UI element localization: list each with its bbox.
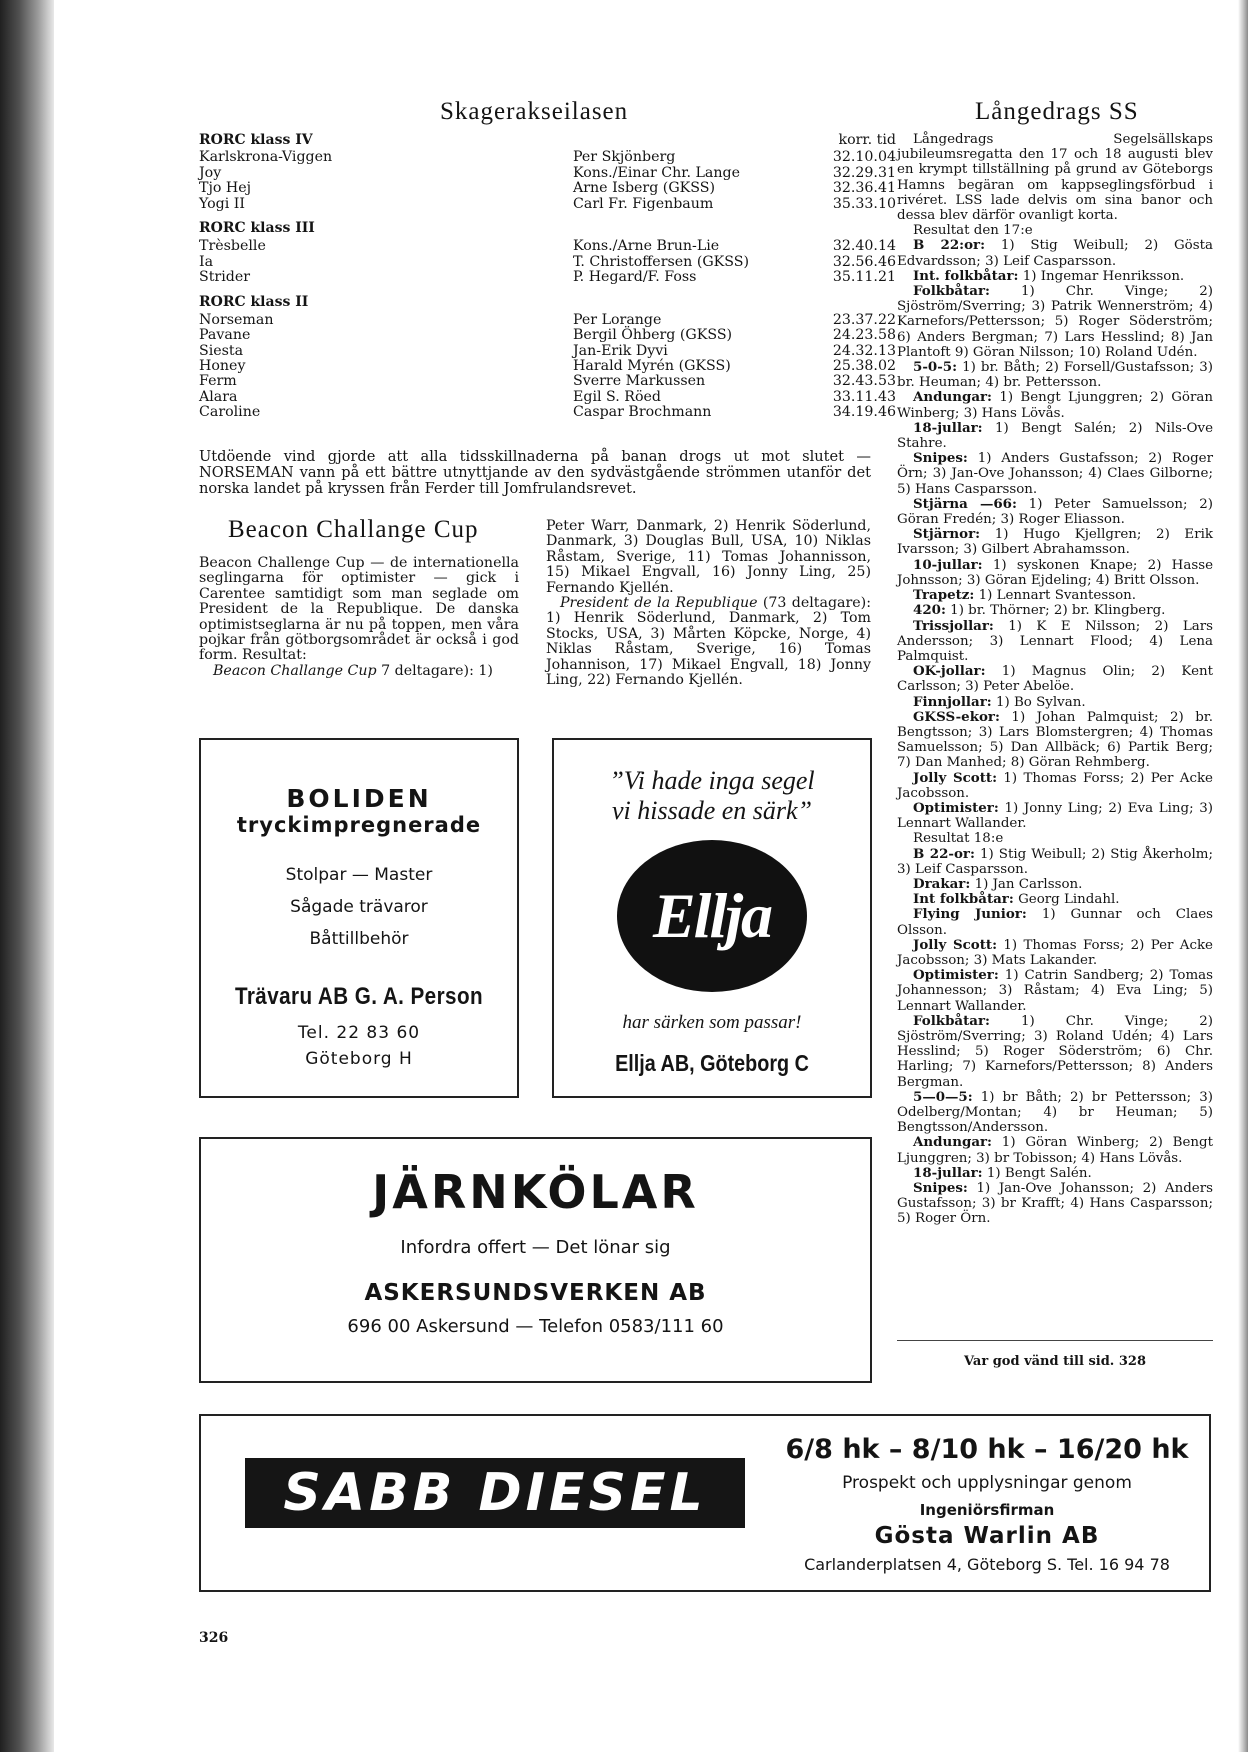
result-entry [897,421,1213,451]
corrected-time: 32.56.46 [832,253,896,270]
boliden-title: BOLIDEN [286,784,432,813]
result-entry [897,558,1213,588]
boat-name: Siesta [199,342,244,359]
result-text: 1) Chr. Vinge; 2) Sjöström/Sverring; 3) Patrik Wennerström; 4) Karnefors/Pettersson; 5) Roger Söderström; 6) Anders Bergman; 7) Lars Hesslind; 8) Jan Plantoft 9) Göran Nilsson; 10) Roland Udén. [897,284,1213,360]
boat-class-label: Optimister: [913,967,999,984]
boat-class-label: GKSS-ekor: [913,708,1000,725]
result-entry [897,269,1213,284]
beacon-result-label: Beacon Challange Cup [213,662,377,679]
result-entry [897,877,1213,892]
langedrag-intro: Långedrags Segelsällskaps jubileumsregatta den 17 och 18 augusti blev en krympt tillställning på grund av Göteborgs Hamns begäran om kappseglingsförbud i rivéret. LSS lade delvis om sina banor och dessa blev därför ovanligt korta. [897,132,1213,224]
result-entry [897,284,1213,360]
result-text: 1) Johan Palmquist; 2) br. Bengtsson; 3) Lars Blomstergren; 4) Thomas Samuelsson; 5) Dan Allbäck; 6) Partik Berg; 7) Dan Manhed; 8) Göran Rehmberg. [897,709,1213,771]
result-text: Georg Lindahl. [1018,892,1120,908]
result-entry [897,892,1213,907]
result-entry [897,497,1213,527]
boat-name: Tjo Hej [199,180,252,197]
page-number: 326 [199,1630,229,1646]
result-text: 1) Lennart Svantesson. [978,588,1137,604]
book-binding-shadow [0,0,54,1752]
result-text: 1) Ingemar Henriksson. [1022,268,1185,284]
table-row [199,359,899,374]
corrected-time: 35.11.21 [832,269,896,286]
table-row [199,344,899,359]
corrected-time: 24.23.58 [832,327,896,344]
result-text: 1) Bo Sylvan. [995,694,1086,710]
boat-class-label: Folkbåtar: [913,283,990,300]
result-entry [897,1166,1213,1181]
boat-name: Joy [199,164,222,181]
result-text: 1) Thomas Forss; 2) Per Acke Jacobsson; 3) Mats Lakander. [897,937,1213,968]
result-text: 1) Bengt Salén. [986,1165,1092,1181]
president-results: (73 deltagare): 1) Henrik Söderlund, Danmark, 2) Tom Stocks, USA, 3) Mårten Köpcke, Norge, 4) Niklas Råstam, Sverige, 16) Tomas Johannison, 17) Mikael Engvall, 18) Jonny Ling, 22) Fernando Kjellén. [546,595,871,689]
corrected-time: 24.32.13 [832,342,896,359]
result-entry [897,664,1213,694]
result-text: 1) Anders Gustafsson; 2) Roger Örn; 3) Jan-Ove Johansson; 4) Claes Gilborne; 5) Hans Casparsson. [897,451,1213,497]
boat-name: Pavane [199,327,251,344]
result-entry [897,938,1213,968]
boat-class-label: 10-jullar: [913,556,983,573]
corrected-time: 32.29.31 [832,164,896,181]
skipper-name: Sverre Markussen [573,373,706,390]
result-entry [897,619,1213,665]
result-entry [897,1135,1213,1165]
column-header-corrected-time: korr. tid [838,132,896,148]
result-text: 1) Jan-Ove Johansson; 2) Anders Gustafsson; 3) br Krafft; 4) Hans Casparsson; 5) Roger Örn. [897,1181,1213,1227]
table-row [199,374,899,389]
table-row [199,197,899,212]
result-text: 1) br. Thörner; 2) br. Klingberg. [950,603,1166,619]
boliden-line-2: Sågade trävaror [290,897,428,917]
corrected-time: 25.38.02 [832,358,896,375]
langedrag-day2-results [897,847,1213,1227]
result-text: 1) Stig Weibull; 2) Stig Åkerholm; 3) Leif Casparsson. [897,846,1213,877]
boat-class-label: Folkbåtar: [913,1012,990,1029]
corrected-time: 35.33.10 [832,195,896,212]
result-text: 1) Gunnar och Claes Olsson. [897,907,1214,938]
result-text: 1) Bengt Salén; 2) Nils-Ove Stahre. [897,420,1213,452]
skipper-name: Harald Myrén (GKSS) [573,358,731,375]
boliden-phone: Tel. 22 83 60 [297,1023,421,1043]
skipper-name: Arne Isberg (GKSS) [573,180,715,197]
boat-name: Caroline [199,404,261,421]
skipper-name: Caspar Brochmann [573,404,712,421]
president-label: President de la Republique [560,595,758,612]
table-row [199,239,899,254]
boliden-company: Trävaru AB G. A. Person [234,983,484,1010]
boat-name: Yogi II [199,195,246,212]
boat-class-label: Int folkbåtar: [913,891,1014,908]
corrected-time: 32.40.14 [832,238,896,255]
beacon-result-count: 7 deltagare): 1) [381,662,493,679]
sabb-diesel-logo [245,1458,745,1528]
boat-class-label: 18-jullar: [913,419,983,436]
boat-class-label: Optimister: [913,799,999,816]
langedrag-day1-results [897,238,1213,831]
skipper-name: Egil S. Röed [573,388,661,405]
boat-name: Norseman [199,311,274,328]
result-entry [897,603,1213,618]
table-row [199,390,899,405]
boat-class-label: Drakar: [913,875,971,892]
jarnkolar-advertisement [199,1137,872,1383]
ellja-tagline: har särken som passar! [622,1012,802,1033]
ellja-company: Ellja AB, Göteborg C [615,1050,809,1076]
skipper-name: Jan-Erik Dyvi [573,342,668,359]
ellja-advertisement [552,738,872,1098]
beacon-title: Beacon Challange Cup [228,516,479,543]
skipper-name: P. Hegard/F. Foss [573,269,697,286]
boat-name: Ia [199,253,214,270]
result-text: 1) Hugo Kjellgren; 2) Erik Ivarsson; 3) Gilbert Abrahamsson. [897,527,1214,558]
table-row [199,405,899,420]
sabb-info-line: Prospekt och upplysningar genom [842,1473,1132,1493]
result-entry [897,238,1213,268]
skipper-name: Per Skjönberg [573,149,676,166]
boat-class-label: Andungar: [913,1134,992,1151]
continued-note: Var god vänd till sid. 328 [964,1354,1146,1369]
result-entry [897,695,1213,710]
corrected-time: 32.36.41 [832,180,896,197]
result-entry [897,847,1213,877]
boat-class-label: Snipes: [913,1180,968,1197]
result-text: 1) Thomas Forss; 2) Per Acke Jacobsson. [897,770,1213,801]
boat-class-label: B 22:or: [913,237,986,254]
result-entry [897,527,1213,557]
sabb-firm-label: Ingeniörsfirman [919,1501,1055,1519]
boliden-city: Göteborg H [305,1049,413,1069]
boat-class-label: Trissjollar: [913,617,994,634]
result-entry [897,1090,1213,1136]
result-entry [897,588,1213,603]
boat-name: Strider [199,269,251,286]
boat-class-label: Stjärna —66: [913,495,1017,512]
boliden-subtitle: tryckimpregnerade [236,813,482,837]
corrected-time: 34.19.46 [832,404,896,421]
skipper-name: T. Christoffersen (GKSS) [573,253,750,270]
boat-class-label: Jolly Scott: [913,769,998,786]
jarnkolar-title: JÄRNKÖLAR [372,1165,699,1219]
table-header [199,133,899,148]
skipper-name: Per Lorange [573,311,662,328]
result-entry [897,360,1213,390]
jarnkolar-address: 696 00 Askersund — Telefon 0583/111 60 [347,1316,724,1337]
langedrag-day1-heading: Resultat den 17:e [913,223,1033,239]
result-entry [897,907,1213,937]
result-text: 1) br Båth; 2) br Pettersson; 3) Odelberg/Montan; 4) br Heuman; 5) Bengtsson/Andersson. [897,1089,1213,1136]
result-entry [897,1014,1213,1090]
class-heading: RORC klass III [199,219,315,236]
result-text: 1) Stig Weibull; 2) Gösta Edvardsson; 3) Leif Casparsson. [897,238,1213,269]
result-entry [897,968,1213,1014]
skagerak-results-table [199,133,899,421]
result-text: 1) Bengt Ljunggren; 2) Göran Winberg; 3) Hans Lövås. [897,390,1213,421]
corrected-time: 33.11.43 [832,388,896,405]
beacon-results-text: Peter Warr, Danmark, 2) Henrik Söderlund, Danmark, 3) Douglas Bull, USA, 10) Niklas Råstam, Sverige, 11) Tomas Johannisson, 15) Mikael Engvall, 16) Jonny Ling, 25) Fernando Kjellén. [546,518,871,596]
langedrag-day2-heading: Resultat 18:e [913,831,1004,847]
langedrag-article [897,132,1213,1227]
result-entry [897,390,1213,420]
skipper-name: Kons./Einar Chr. Lange [573,164,740,181]
boliden-advertisement [199,738,519,1098]
ellja-quote-line-2: vi hissade en särk” [611,796,813,825]
jarnkolar-company: ASKERSUNDSVERKEN AB [364,1280,707,1306]
corrected-time: 32.10.04 [832,149,896,166]
result-text: 1) syskonen Knape; 2) Hasse Johnsson; 3) Göran Ejdeling; 4) Britt Olsson. [897,557,1213,588]
boat-class-label: Jolly Scott: [913,936,998,953]
boat-name: Karlskrona-Viggen [199,149,333,166]
boliden-line-1: Stolpar — Master [285,865,433,885]
table-row [199,166,899,181]
column-divider [897,1340,1213,1341]
skipper-name: Bergil Öhberg (GKSS) [573,327,733,344]
result-entry [897,710,1213,771]
page-edge-shadow [1238,0,1248,1752]
ellja-logo-oval [617,840,807,992]
ellja-logo-text: Ellja [652,880,772,951]
beacon-intro-text: Beacon Challenge Cup — de internationella seglingarna för optimister — gick i Carentee samtidigt som man seglade om President de la Republique. De danska optimistseglarna är nu på toppen, men våra pojkar från götborgsområdet är också i god form. Resultat: [199,555,519,664]
result-text: 1) br. Båth; 2) Forsell/Gustafsson; 3) br. Heuman; 4) br. Pettersson. [897,360,1213,391]
boat-class-label: Int. folkbåtar: [913,267,1019,284]
boat-class-label: Snipes: [913,450,968,467]
corrected-time: 32.43.53 [832,373,896,390]
boat-class-label: 5—0—5: [913,1088,973,1105]
result-text: 1) Catrin Sandberg; 2) Tomas Johannesson; 3) Råstam; 4) Eva Ling; 5) Lennart Wallander. [897,968,1213,1014]
skagerak-summary: Utdöende vind gjorde att alla tidsskillnaderna på banan drogs ut mot slutet — NORSEMAN vann på ett bättre utnyttjande av den sydvästgående strömmen utanför det norska landet på kryssen från Ferder till Jomfrulandsrevet. [199,448,871,497]
skipper-name: Kons./Arne Brun-Lie [573,238,720,255]
skagerak-title: Skagerakseilasen [440,98,629,125]
ellja-quote-line-1: ”Vi hade inga segel [609,766,815,795]
boat-name: Honey [199,358,246,375]
jarnkolar-offer-line: Infordra offert — Det lönar sig [400,1237,671,1258]
result-text: 1) Chr. Vinge; 2) Sjöström/Sverring; 3) Roland Udén; 4) Lars Hesslind; 5) Roger Söderström; 6) Chr. Harling; 7) Karnefors/Pettersson; 8) Anders Bergman. [897,1013,1213,1090]
boat-name: Ferm [199,373,237,390]
result-text: 1) Peter Samuelsson; 2) Göran Fredén; 3) Roger Eliasson. [897,496,1213,528]
table-row [199,255,899,270]
result-entry [897,451,1213,497]
sabb-horsepower: 6/8 hk – 8/10 hk – 16/20 hk [785,1434,1189,1465]
beacon-results [546,519,871,688]
boat-class-label: OK-jollar: [913,663,986,680]
boat-class-label: Stjärnor: [913,526,981,543]
sabb-address: Carlanderplatsen 4, Göteborg S. Tel. 16 94 78 [804,1555,1170,1574]
class-heading: RORC klass IV [199,132,313,148]
table-row [199,150,899,165]
boat-class-label: 5-0-5: [913,359,958,376]
table-row [199,313,899,328]
boat-class-label: 420: [913,602,946,619]
boat-class-label: Flying Junior: [913,906,1027,923]
result-entry [897,1181,1213,1227]
beacon-intro [199,556,519,679]
result-text: 1) Magnus Olin; 2) Kent Carlsson; 3) Peter Abelöe. [897,664,1213,695]
table-row [199,270,899,285]
langedrag-title: Långedrags SS [975,98,1139,125]
table-row [199,181,899,196]
sabb-company: Gösta Warlin AB [874,1523,1100,1549]
result-entry [897,801,1213,831]
class-heading: RORC klass II [199,293,309,310]
boat-class-label: B 22-or: [913,845,975,862]
result-text: 1) Jonny Ling; 2) Eva Ling; 3) Lennart Wallander. [897,800,1213,832]
boat-name: Trèsbelle [199,238,266,255]
boliden-line-3: Båttillbehör [309,929,409,949]
result-text: 1) K E Nilsson; 2) Lars Andersson; 3) Lennart Flood; 4) Lena Palmquist. [897,618,1213,664]
table-row [199,328,899,343]
result-entry [897,771,1213,801]
boat-class-label: Finnjollar: [913,693,992,710]
sabb-diesel-logo-text: SABB DIESEL [283,1463,707,1523]
boat-class-label: Andungar: [913,389,992,406]
boat-class-label: Trapetz: [913,587,975,604]
boat-name: Alara [199,388,238,405]
corrected-time: 23.37.22 [832,311,896,328]
boat-class-label: 18-jullar: [913,1164,983,1181]
sabb-diesel-advertisement [199,1414,1211,1592]
result-text: 1) Jan Carlsson. [974,876,1083,892]
skipper-name: Carl Fr. Figenbaum [573,195,714,212]
result-text: 1) Göran Winberg; 2) Bengt Ljunggren; 3) br Tobisson; 4) Hans Lövås. [897,1135,1213,1166]
